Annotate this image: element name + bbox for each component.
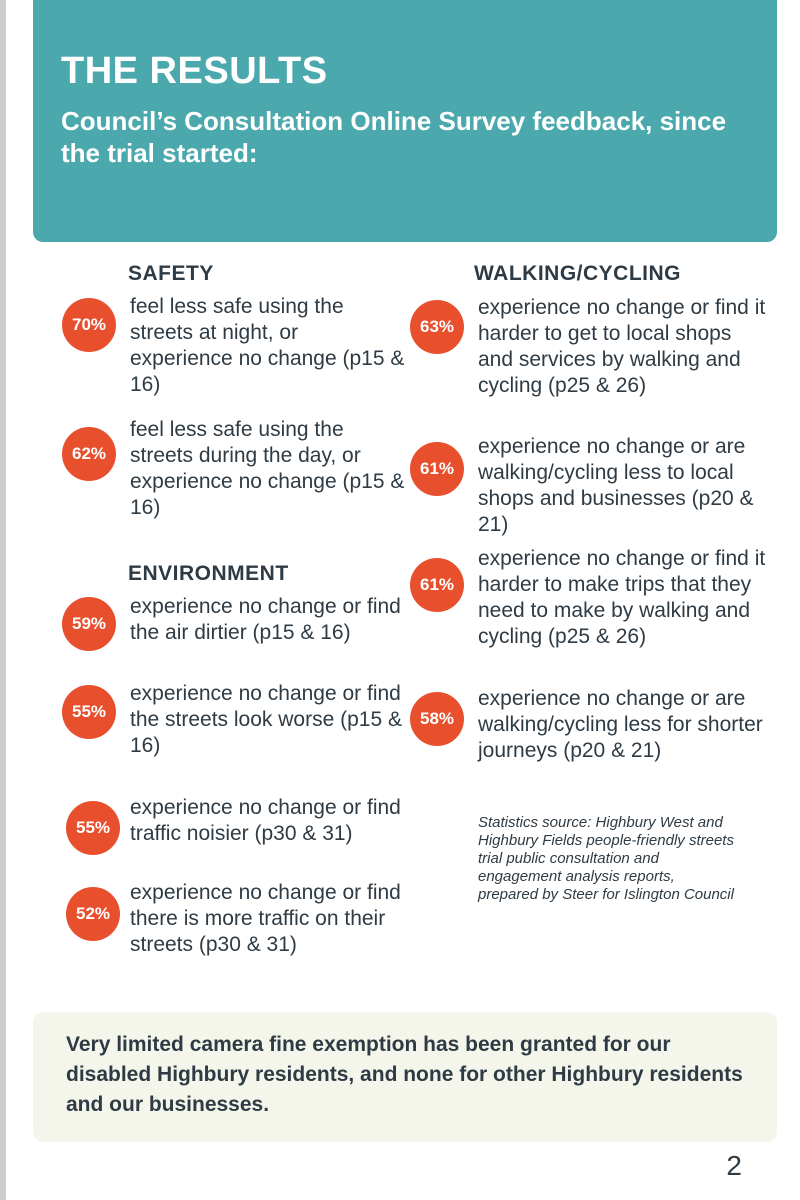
percent-badge: 70% [62,298,116,352]
stat-description: feel less safe using the streets at night, or experience no change (p15 & 16) [130,295,405,396]
stat-description: experience no change or find there is more traffic on their streets (p30 & 31) [130,881,401,956]
stat-description: experience no change or find the air dirtier (p15 & 16) [130,595,401,644]
stat-description: experience no change or find traffic noisier (p30 & 31) [130,796,401,845]
exemption-notice [33,1012,777,1142]
page-subtitle: Council’s Consultation Online Survey feedback, since the trial started: [61,106,727,168]
stat-description: experience no change or find the streets look worse (p15 & 16) [130,682,402,757]
exemption-notice-text: Very limited camera fine exemption has been granted for our disabled Highbury residents, and none for other Highbury residents and our businesses. [66,1033,743,1116]
percent-badge: 61% [410,558,464,612]
percent-badge: 55% [66,801,120,855]
percent-badge: 55% [62,685,116,739]
section-title-environment: ENVIRONMENT [128,562,289,585]
section-title-walking-cycling: WALKING/CYCLING [474,262,681,285]
stat-description: experience no change or find it harder to get to local shops and services by walking and cycling (p25 & 26) [478,296,766,397]
percent-badge: 63% [410,300,464,354]
statistics-source-note: Statistics source: Highbury West and Highbury Fields people-friendly streets trial public consultation and engagement analysis reports, prepared by Steer for Islington Council [478,814,734,903]
stat-description: experience no change or find it harder to make trips that they need to make by walking and cycling (p25 & 26) [478,547,766,648]
page-title: THE RESULTS [61,50,328,92]
percent-badge: 62% [62,427,116,481]
page-number: 2 [726,1150,742,1181]
percent-badge: 52% [66,887,120,941]
stat-description: experience no change or are walking/cycling less to local shops and businesses (p20 & 21) [478,435,754,536]
results-header [33,0,777,242]
stat-description: experience no change or are walking/cycling less for shorter journeys (p20 & 21) [478,687,763,762]
percent-badge: 61% [410,442,464,496]
percent-badge: 58% [410,692,464,746]
percent-badge: 59% [62,597,116,651]
stat-description: feel less safe using the streets during the day, or experience no change (p15 & 16) [130,418,405,519]
page-edge-shadow [0,0,6,1200]
section-title-safety: SAFETY [128,262,214,285]
